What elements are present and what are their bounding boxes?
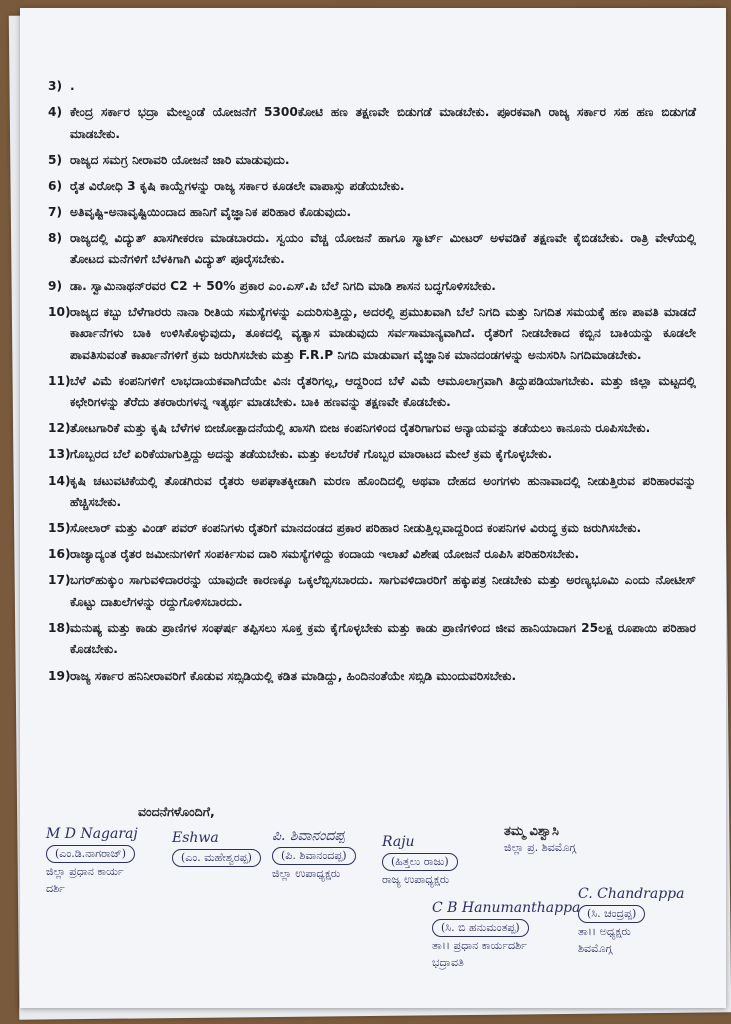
signature-block	[172, 830, 261, 867]
signatory-title: ಜಿಲ್ಲಾ ಪ್ರಧಾನ ಕಾರ್ಯ	[46, 865, 124, 878]
list-item: 5) ರಾಜ್ಯದ ಸಮಗ್ರ ನೀರಾವರಿ ಯೋಜನೆ ಜಾರಿ ಮಾಡುವುದು.	[48, 152, 290, 167]
list-item: 18) ಮನುಷ್ಯ ಮತ್ತು ಕಾಡು ಪ್ರಾಣಿಗಳ ಸಂಘರ್ಷ ತಪ್ಪಿಸಲು ಸೂಕ್ತ ಕ್ರಮ ಕೈಗೊಳ್ಳಬೇಕು ಮತ್ತು ಕಾಡು ಪ್ರಾಣಿಗಳಿಂದ ಜೀವ ಹಾನಿಯಾದಾಗ 25ಲಕ್ಷ ರೂಪಾಯಿ ಪರಿಹಾರ ಕೊಡಬೇಕು.	[48, 620, 696, 657]
signatory-title: ರಾಜ್ಯ ಉಪಾಧ್ಯಕ್ಷರು	[382, 873, 450, 886]
signatory-name: (ಸಿ. ಬಿ ಹನುಮಂತಪ್ಪ)	[432, 919, 529, 937]
signature-block	[46, 826, 138, 897]
signatory-title: ಶಿವಮೊಗ್ಗ	[578, 942, 613, 955]
list-item: 13) ಗೊಬ್ಬರದ ಬೆಲೆ ಏರಿಕೆಯಾಗುತ್ತಿದ್ದು ಅದನ್ನು ತಡೆಯಬೇಕು. ಮತ್ತು ಕಲಬೆರಕೆ ಗೊಬ್ಬರ ಮಾರಾಟದ ಮೇಲೆ ಕ್ರಮ ಕೈಗೊಳ್ಳಬೇಕು.	[48, 447, 553, 462]
signature-scrawl: Eshwa	[172, 830, 219, 846]
list-item: 10) ರಾಜ್ಯದ ಕಬ್ಬು ಬೆಳೆಗಾರರು ನಾನಾ ರೀತಿಯ ಸಮಸ್ಯೆಗಳನ್ನು ಎದುರಿಸುತ್ತಿದ್ದು, ಅದರಲ್ಲಿ ಪ್ರಮುಖವಾಗಿ ಬೆಲೆ ನಿಗದಿ ಮತ್ತು ನಿಗದಿತ ಸಮಯಕ್ಕೆ ಹಣ ಪಾವತಿ ಮಾಡದೆ ಕಾರ್ಖಾನೆಗಳು ಬಾಕಿ ಉಳಿಸಿಕೊಳ್ಳುವುದು, ತೂಕದಲ್ಲಿ ವ್ಯತ್ಯಾಸ ಮಾಡುವುದು ಸರ್ವಸಾಮಾನ್ಯವಾಗಿದೆ. ರೈತರಿಗೆ ನೀಡಬೇಕಾದ ಕಬ್ಬಿನ ಬಾಕಿಯನ್ನು ಕೂಡಲೇ ಪಾವತಿಸುವಂತೆ ಕಾರ್ಖಾನೆಗಳಿಗೆ ಕ್ರಮ ಜರುಗಿಸಬೇಕು ಮತ್ತು F.R.P ನಿಗದಿ ಮಾಡುವಾಗ ವೈಜ್ಞಾನಿಕ ಮಾನದಂಡಗಳನ್ನು ಅನುಸರಿಸಿ ನಿಗದಿಮಾಡಬೇಕು.	[48, 304, 696, 362]
list-item: 6) ರೈತ ವಿರೋಧಿ 3 ಕೃಷಿ ಕಾಯ್ದೆಗಳನ್ನು ರಾಜ್ಯ ಸರ್ಕಾರ ಕೂಡಲೇ ವಾಪಾಸ್ಸು ಪಡೆಯಬೇಕು.	[48, 178, 405, 193]
list-item: 16) ರಾಜ್ಯಾದ್ಯಂತ ರೈತರ ಜಮೀನುಗಳಿಗೆ ಸಂಪರ್ಕಿಸುವ ದಾರಿ ಸಮಸ್ಯೆಗಳಿದ್ದು ಕಂದಾಯ ಇಲಾಖೆ ವಿಶೇಷ ಯೋಜನೆ ರೂಪಿಸಿ ಪರಿಹರಿಸಬೇಕು.	[48, 547, 580, 562]
signatory-name: (ಎಂ.ಡಿ.ನಾಗರಾಜ್)	[46, 845, 135, 863]
signatory-name: (ಪಿ. ಶಿವಾನಂದಪ್ಪ)	[272, 847, 356, 865]
list-item: 8) ರಾಜ್ಯದಲ್ಲಿ ವಿದ್ಯುತ್ ಖಾಸಗೀಕರಣ ಮಾಡಬಾರದು. ಸ್ವಯಂ ವೆಚ್ಚ ಯೋಜನೆ ಹಾಗೂ ಸ್ಮಾರ್ಟ್ ಮೀಟರ್ ಅಳವಡಿಕೆ ತಕ್ಷಣವೇ ಕೈಬಿಡಬೇಕು. ರಾತ್ರಿ ವೇಳೆಯಲ್ಲಿ ತೋಟದ ಮನೆಗಳಿಗೆ ಬೆಳಕಿಗಾಗಿ ವಿದ್ಯುತ್ ಪೂರೈಸಬೇಕು.	[48, 230, 696, 267]
signature-block	[432, 900, 580, 971]
signature-scrawl: Raju	[382, 834, 415, 850]
signature-scrawl: ಪಿ. ಶಿವಾನಂದಪ್ಪ	[272, 828, 345, 844]
document-page	[20, 8, 726, 1008]
signatory-title: ತಾ।। ಪ್ರಧಾನ ಕಾರ್ಯದರ್ಶಿ	[432, 939, 527, 952]
signatory-name: (ಹಿತ್ತಲು ರಾಜು)	[382, 853, 458, 871]
list-item: 15) ಸೋಲಾರ್ ಮತ್ತು ವಿಂಡ್ ಪವರ್ ಕಂಪನಿಗಳು ರೈತರಿಗೆ ಮಾನದಂಡದ ಪ್ರಕಾರ ಪರಿಹಾರ ನೀಡುತ್ತಿಲ್ಲವಾದ್ದರಿಂದ ಕಂಪನಿಗಳ ವಿರುದ್ಧ ಕ್ರಮ ಜರುಗಿಸಬೇಕು.	[48, 521, 642, 536]
closing-salutation: ವಂದನೆಗಳೊಂದಿಗೆ,	[138, 804, 215, 819]
signature-scrawl: M D Nagaraj	[46, 826, 138, 842]
signatory-title: ದರ್ಶಿ	[46, 882, 65, 895]
list-item: 3) .	[48, 79, 75, 93]
signature-block	[382, 834, 458, 888]
signatory-title: ಭದ್ರಾವತಿ	[432, 956, 464, 969]
list-item: 14) ಕೃಷಿ ಚಟುವಟಿಕೆಯಲ್ಲಿ ತೊಡಗಿರುವ ರೈತರು ಅಪಘಾತಕ್ಕೀಡಾಗಿ ಮರಣ ಹೊಂದಿದಲ್ಲಿ ಅಥವಾ ದೇಹದ ಅಂಗಗಳು ಹುನಾವಾದಲ್ಲಿ ನೀಡುತ್ತಿರುವ ಪರಿಹಾರವನ್ನು ಹೆಚ್ಚಿಸಬೇಕು.	[48, 473, 696, 510]
signature-block	[272, 828, 356, 882]
signature-scrawl: C. Chandrappa	[578, 886, 685, 902]
stamp-text: ಜಿಲ್ಲಾ ಪ್ರ. ಶಿವಮೊಗ್ಗ	[504, 841, 576, 854]
demand-list	[48, 76, 696, 692]
signatory-title: ತಾ।। ಅಧ್ಯಕ್ಷರು	[578, 925, 631, 938]
signatory-title: ಜಿಲ್ಲಾ ಉಪಾಧ್ಯಕ್ಷರು	[272, 867, 341, 880]
list-item: 9) ಡಾ. ಸ್ವಾಮಿನಾಥನ್‌ರವರ C2 + 50% ಪ್ರಕಾರ ಎಂ.ಎಸ್.ಪಿ ಬೆಲೆ ನಿಗದಿ ಮಾಡಿ ಶಾಸನ ಬದ್ಧಗೊಳಿಸಬೇಕು.	[48, 278, 496, 293]
list-item: 19) ರಾಜ್ಯ ಸರ್ಕಾರ ಹನಿನೀರಾವರಿಗೆ ಕೊಡುವ ಸಬ್ಸಿಡಿಯಲ್ಲಿ ಕಡಿತ ಮಾಡಿದ್ದು, ಹಿಂದಿನಂತೆಯೇ ಸಬ್ಸಿಡಿ ಮುಂದುವರಿಸಬೇಕು.	[48, 668, 517, 683]
signature-scrawl: C B Hanumanthappa	[432, 900, 581, 916]
yours-faithfully-label: ತಮ್ಮ ವಿಶ್ವಾಸಿ	[504, 824, 559, 839]
signatory-name: (ಸಿ. ಚಂದ್ರಪ್ಪ)	[578, 905, 645, 923]
list-item: 7) ಅತಿವೃಷ್ಟಿ-ಅನಾವೃಷ್ಟಿಯಿಂದಾದ ಹಾನಿಗೆ ವೈಜ್ಞಾನಿಕ ಪರಿಹಾರ ಕೊಡುವುದು.	[48, 204, 352, 219]
signature-block	[578, 886, 684, 957]
list-item: 12) ತೋಟಗಾರಿಕೆ ಮತ್ತು ಕೃಷಿ ಬೆಳೆಗಳ ಬೀಜೋತ್ಪಾದನೆಯಲ್ಲಿ ಖಾಸಗಿ ಬೀಜ ಕಂಪನಿಗಳಿಂದ ರೈತರಿಗಾಗುವ ಅನ್ಯಾಯವನ್ನು ತಡೆಯಲು ಕಾನೂನು ರೂಪಿಸಬೇಕು.	[48, 421, 651, 436]
list-item: 4) ಕೇಂದ್ರ ಸರ್ಕಾರ ಭದ್ರಾ ಮೇಲ್ದಂಡೆ ಯೋಜನೆಗೆ 5300ಕೋಟಿ ಹಣ ತಕ್ಷಣವೇ ಬಿಡುಗಡೆ ಮಾಡಬೇಕು. ಪೂರಕವಾಗಿ ರಾಜ್ಯ ಸರ್ಕಾರ ಸಹ ಹಣ ಬಿಡುಗಡೆ ಮಾಡಬೇಕು.	[48, 105, 696, 141]
list-item: 17) ಬಗರ್‌ಹುಕ್ಕುಂ ಸಾಗುವಳಿದಾರರನ್ನು ಯಾವುದೇ ಕಾರಣಕ್ಕೂ ಒಕ್ಕಲೆಬ್ಬಿಸಬಾರದು. ಸಾಗುವಳಿದಾರರಿಗೆ ಹಕ್ಕುಪತ್ರ ನೀಡಬೇಕು ಮತ್ತು ಅರಣ್ಯಭೂಮಿ ಎಂದು ನೋಟೀಸ್ ಕೊಟ್ಟು ದಾಖಲೆಗಳನ್ನು ರದ್ದುಗೊಳಿಸಬಾರದು.	[48, 573, 696, 609]
list-item: 11) ಬೆಳೆ ವಿಮೆ ಕಂಪನಿಗಳಿಗೆ ಲಾಭದಾಯಕವಾಗಿದೆಯೇ ವಿನಃ ರೈತರಿಗಲ್ಲ, ಆದ್ದರಿಂದ ಬೆಳೆ ವಿಮೆ ಆಮೂಲಾಗ್ರವಾಗಿ ತಿದ್ದುಪಡಿಯಾಗಬೇಕು. ಮತ್ತು ಜಿಲ್ಲಾ ಮಟ್ಟದಲ್ಲಿ ಕಛೇರಿಗಳನ್ನು ತೆರೆದು ತಕರಾರುಗಳನ್ನ ಇತ್ಯರ್ಥ ಮಾಡಬೇಕು. ಬಾಕಿ ಹಣವನ್ನು ತಕ್ಷಣವೇ ಕೊಡಬೇಕು.	[48, 373, 696, 410]
signature-block	[504, 820, 576, 856]
signatory-name: (ಎಂ. ಮಹೇಶ್ವರಪ್ಪ)	[172, 849, 261, 867]
